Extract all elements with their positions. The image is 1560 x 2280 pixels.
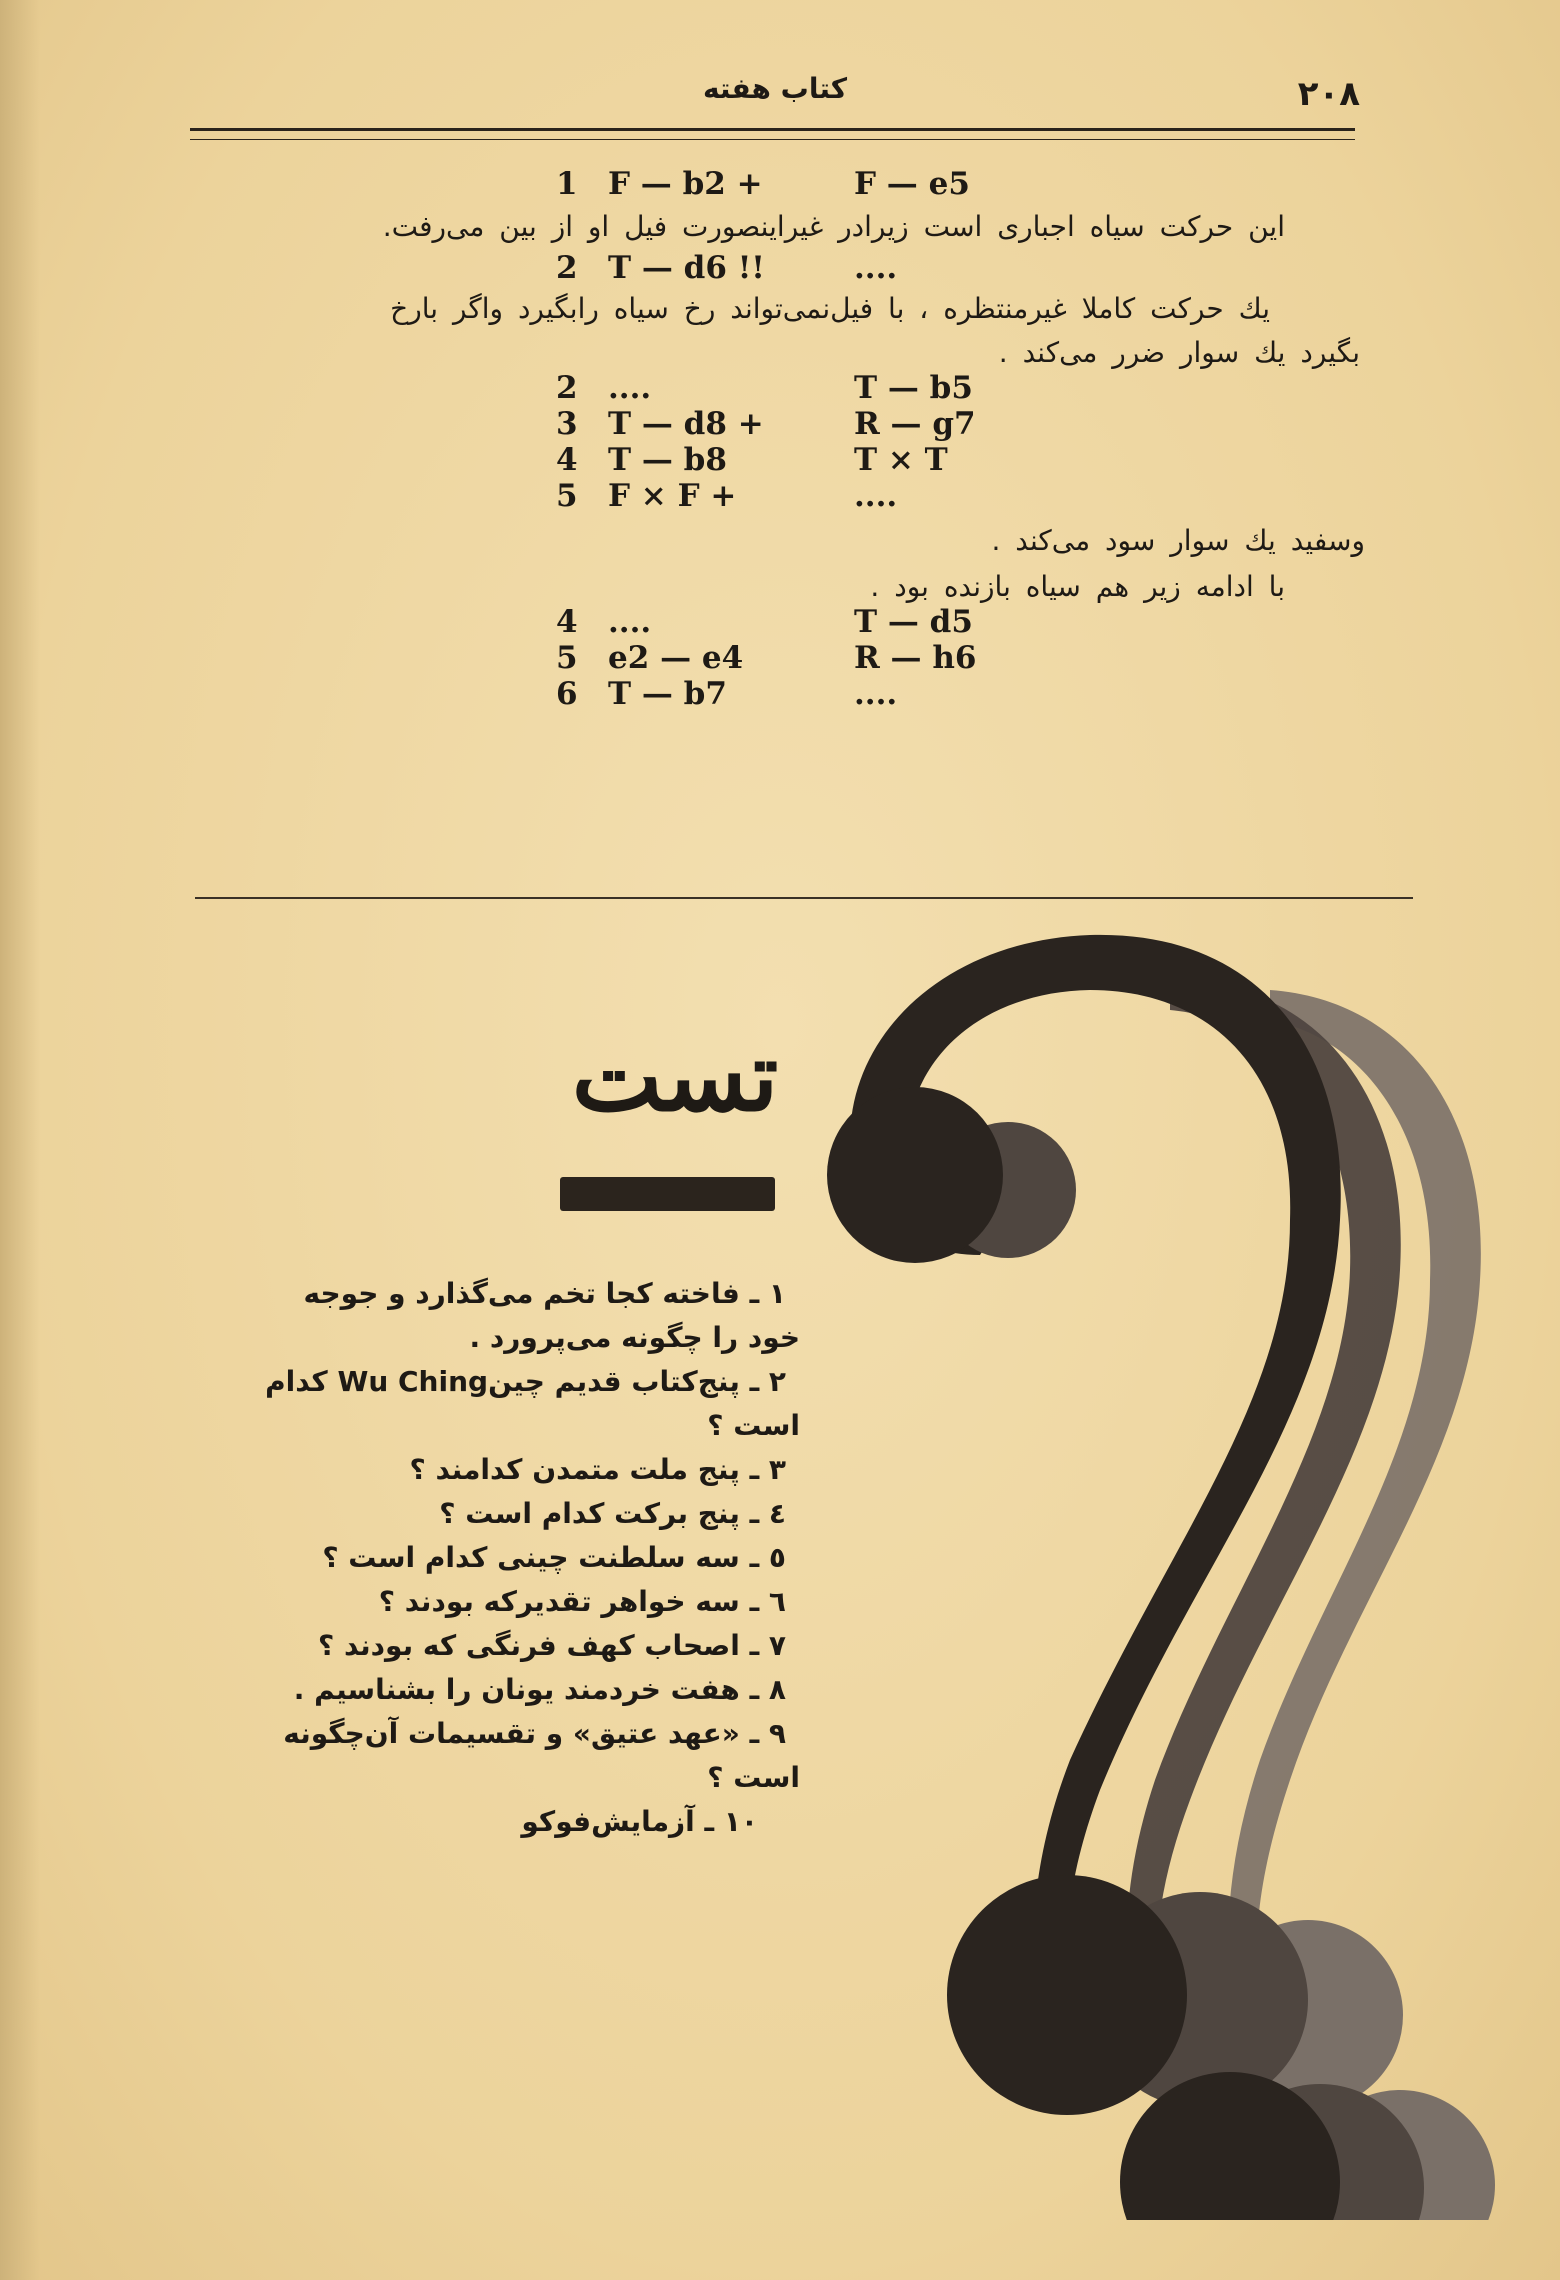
question-line: ١ ـ فاخته کجا تخم می‌گذارد و جوجه — [303, 1277, 786, 1310]
question-marks-illustration — [790, 920, 1550, 2220]
question-line: ٥ ـ سه سلطنت چینی کدام است ؟ — [322, 1541, 786, 1574]
black-move: F — e5 — [854, 166, 970, 202]
chess-note-4: با ادامه زیر هم سیاه بازنده بود . — [870, 570, 1285, 603]
chess-note-3: وسفید یك سوار سود می‌کند . — [991, 524, 1365, 557]
white-move: T — d6 !! — [608, 250, 765, 286]
question-line: ١٠ ـ آزمایش‌فوکو — [521, 1805, 758, 1838]
question-line: ٤ ـ پنج برکت کدام است ؟ — [439, 1497, 786, 1530]
section-divider — [195, 897, 1413, 899]
black-move: R — h6 — [854, 640, 977, 676]
question-line: ٦ ـ سه خواهر تقدیرکه بودند ؟ — [378, 1585, 786, 1618]
question-line: خود را چگونه می‌پرورد . — [469, 1321, 800, 1354]
white-move: T — d8 + — [608, 406, 764, 442]
white-move: T — b7 — [608, 676, 727, 712]
move-number: 4 — [556, 442, 578, 478]
page-number: ۲۰۸ — [1297, 74, 1360, 114]
page-edge-shadow — [0, 0, 40, 2280]
black-move: T × T — [854, 442, 948, 478]
move-number: 2 — [556, 250, 578, 286]
question-line: ٧ ـ اصحاب کهف فرنگی که بودند ؟ — [317, 1629, 786, 1662]
white-move: T — b8 — [608, 442, 727, 478]
white-move: F × F + — [608, 478, 737, 514]
move-number: 1 — [556, 166, 578, 202]
title-underline-bar — [560, 1177, 775, 1211]
page-header — [190, 68, 1360, 118]
chess-note-1: این حرکت سیاه اجباری است زیرادر غیراینصورت فیل او از بین می‌رفت. — [382, 210, 1285, 243]
black-move: .... — [854, 676, 898, 712]
curl-ball-front — [827, 1087, 1003, 1263]
white-move: .... — [608, 604, 652, 640]
white-move: .... — [608, 370, 652, 406]
question-line: ٣ ـ پنج ملت متمدن کدامند ؟ — [409, 1453, 786, 1486]
quiz-title: تست — [571, 1020, 779, 1133]
chess-note-2-line-2: بگیرد یك سوار ضرر می‌کند . — [998, 336, 1360, 369]
stem-ball-front — [947, 1875, 1187, 2115]
black-move: T — d5 — [854, 604, 973, 640]
move-number: 6 — [556, 676, 578, 712]
running-title: کتاب هفته — [702, 72, 848, 105]
black-move: R — g7 — [854, 406, 976, 442]
move-number: 2 — [556, 370, 578, 406]
white-move: e2 — e4 — [608, 640, 744, 676]
move-number: 5 — [556, 478, 578, 514]
move-number: 3 — [556, 406, 578, 442]
white-move: F — b2 + — [608, 166, 763, 202]
black-move: .... — [854, 478, 898, 514]
header-rule — [190, 128, 1355, 140]
chess-note-2-line-1: یك حرکت کاملا غیرمنتظره ، با فیل‌نمی‌تواند رخ سیاه رابگیرد واگر بارخ — [390, 292, 1270, 325]
question-line: ٨ ـ هفت خردمند یونان را بشناسیم . — [293, 1673, 786, 1706]
question-line: است ؟ — [707, 1761, 800, 1794]
move-number: 4 — [556, 604, 578, 640]
question-line: است ؟ — [707, 1409, 800, 1442]
black-move: .... — [854, 250, 898, 286]
question-line: ٩ ـ «عهد عتیق» و تقسیمات آن‌چگونه — [283, 1717, 786, 1750]
black-move: T — b5 — [854, 370, 973, 406]
move-number: 5 — [556, 640, 578, 676]
question-line: ٢ ـ پنج‌کتاب قدیم چینWu Ching کدام — [265, 1365, 786, 1398]
